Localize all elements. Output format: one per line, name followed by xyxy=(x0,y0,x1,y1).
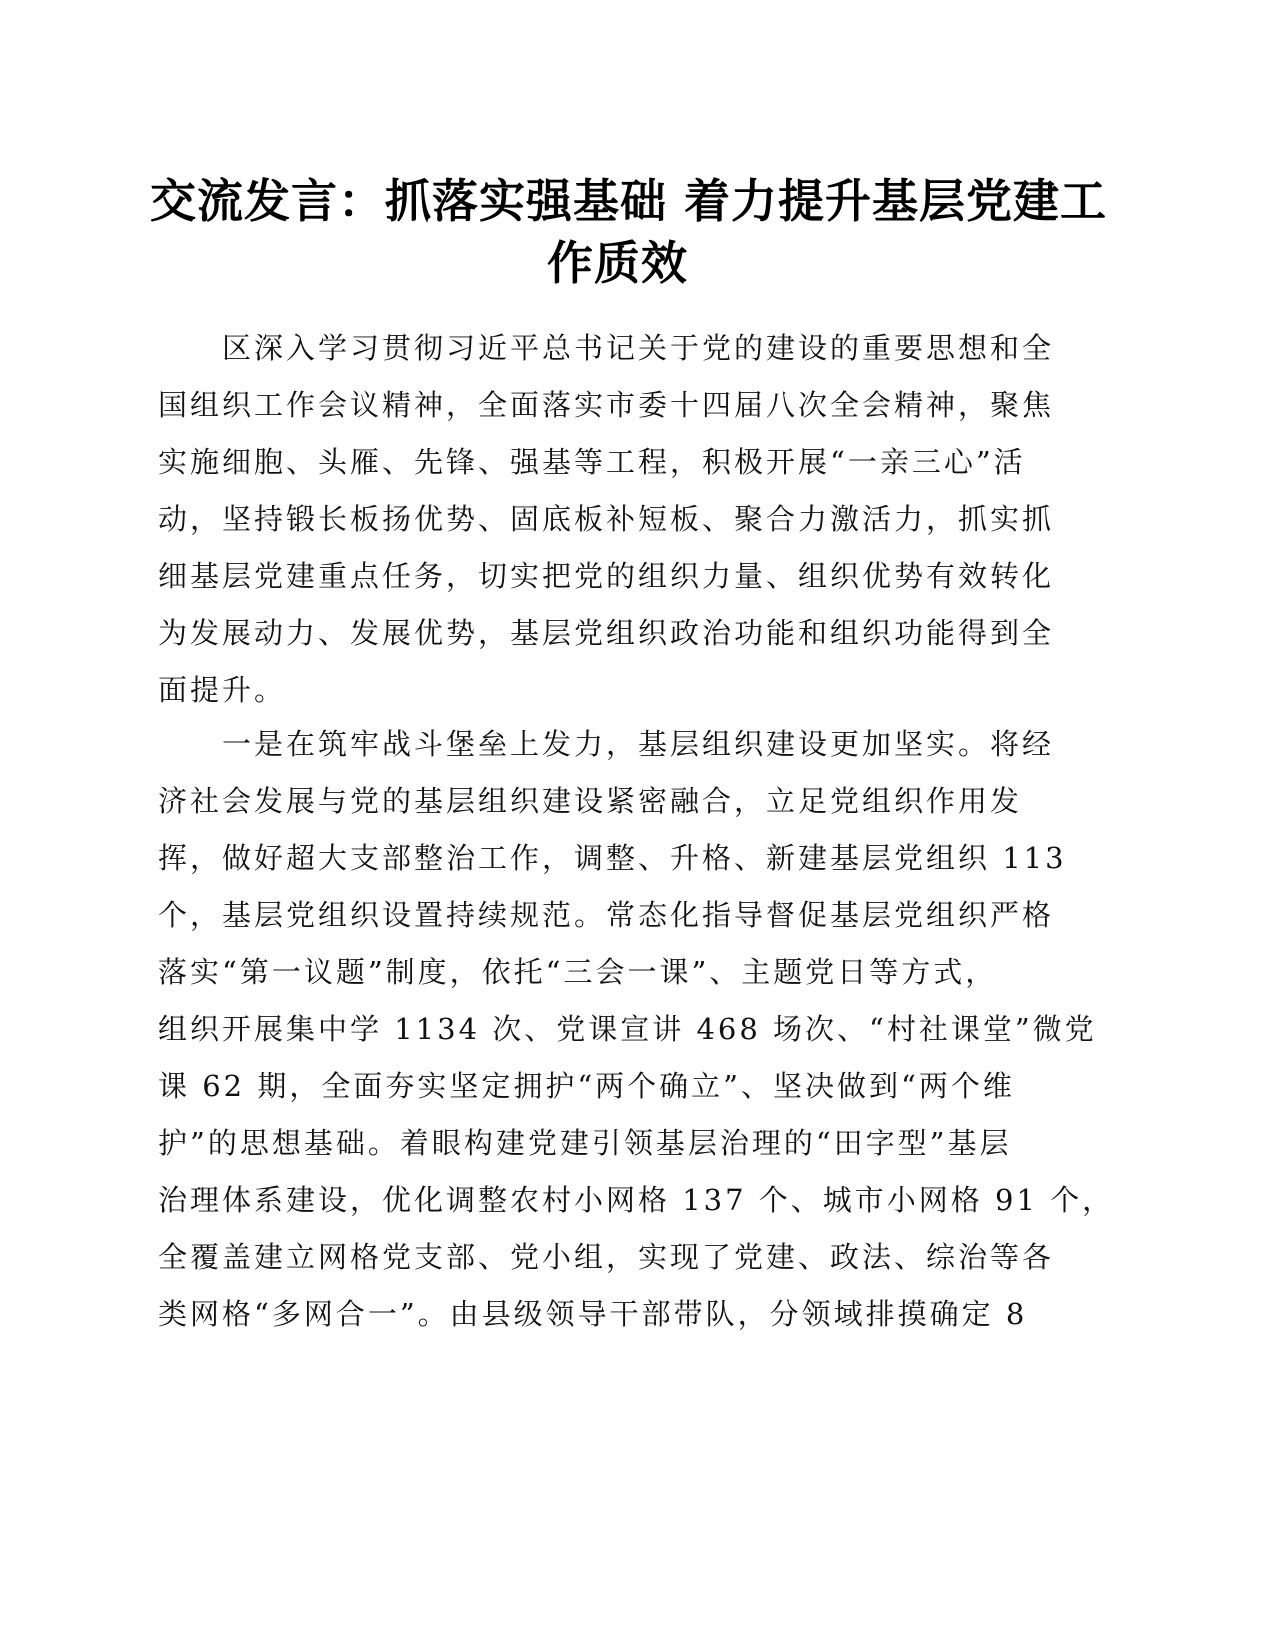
text-line: 为发展动力、发展优势，基层党组织政治功能和组织功能得到全 xyxy=(158,616,1055,650)
text-line: 挥，做好超大支部整治工作，调整、升格、新建基层党组织 113 xyxy=(158,841,1067,875)
text-line: 动，坚持锻长板扬优势、固底板补短板、聚合力激活力，抓实抓 xyxy=(158,502,1055,536)
text-line: 课 62 期，全面夯实坚定拥护“两个确立”、坚决做到“两个维 xyxy=(158,1069,1015,1103)
text-line: 面提升。 xyxy=(158,673,287,707)
text-line: 全覆盖建立网格党支部、党小组，实现了党建、政法、综治等各 xyxy=(158,1240,1055,1274)
text-line: 组织开展集中学 1134 次、党课宣讲 468 场次、“村社课堂”微党 xyxy=(158,1012,1097,1046)
text-line: 国组织工作会议精神，全面落实市委十四届八次全会精神，聚焦 xyxy=(158,388,1055,422)
text-line: 落实“第一议题”制度，依托“三会一课”、主题党日等方式， xyxy=(158,955,998,989)
text-line: 类网格“多网合一”。由县级领导干部带队，分领域排摸确定 8 xyxy=(158,1297,1028,1331)
text-line: 治理体系建设，优化调整农村小网格 137 个、城市小网格 91 个， xyxy=(158,1183,1115,1217)
text-line: 区深入学习贯彻习近平总书记关于党的建设的重要思想和全 xyxy=(158,331,1055,365)
text-line: 个，基层党组织设置持续规范。常态化指导督促基层党组织严格 xyxy=(158,898,1055,932)
text-line: 一是在筑牢战斗堡垒上发力，基层组织建设更加坚实。将经 xyxy=(158,727,1055,761)
paragraph-intro xyxy=(158,320,1093,719)
text-line: 实施细胞、头雁、先锋、强基等工程，积极开展“一亲三心”活 xyxy=(158,445,1026,479)
text-line: 细基层党建重点任务，切实把党的组织力量、组织优势有效转化 xyxy=(158,559,1055,593)
paragraph-first-point xyxy=(158,716,1115,1343)
title-line: 交流发言：抓落实强基础 着力提升基层党建工 xyxy=(150,174,1108,228)
title-line: 作质效 xyxy=(547,236,688,290)
text-line: 护”的思想基础。着眼构建党建引领基层治理的“田字型”基层 xyxy=(158,1126,1012,1160)
text-line: 济社会发展与党的基层组织建设紧密融合，立足党组织作用发 xyxy=(158,784,1023,818)
document-title xyxy=(150,170,1108,294)
